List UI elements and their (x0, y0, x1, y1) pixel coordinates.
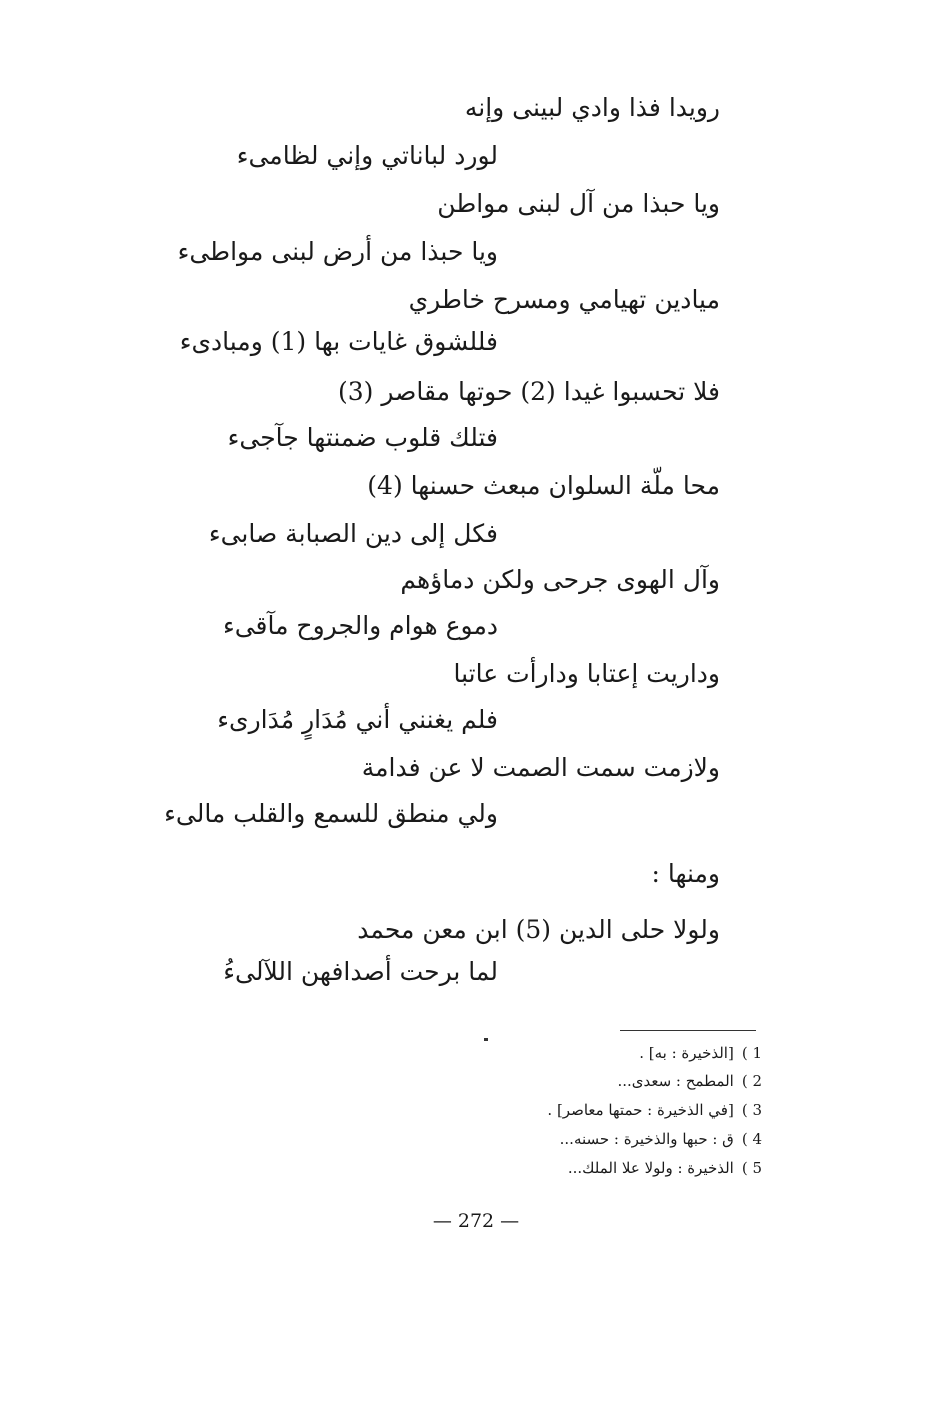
verse-9-first-hemistich: ولولا حلى الدين (5) ابن معن محمد (357, 915, 720, 944)
footnote-text: ق : حبها والذخيرة : حسنه... (559, 1130, 734, 1148)
verse-6-first-hemistich: وآل الهوى جرحى ولكن دماؤهم (400, 565, 720, 594)
verse-6-second-hemistich: دموع هوام والجروح مآقىء (222, 611, 498, 640)
verse-1-second-hemistich: لورد لباناتي وإني لظامىء (236, 141, 498, 170)
section-label: ومنها : (651, 859, 720, 888)
verse-9-second-hemistich: لما برحت أصدافهن اللآلىءُ (223, 957, 498, 986)
verse-5-second-hemistich: فكل إلى دين الصبابة صابىء (208, 519, 498, 548)
footnote-1 (639, 1040, 762, 1066)
ink-mark (484, 1038, 488, 1041)
verse-8-second-hemistich: ولي منطق للسمع والقلب مالىء (164, 799, 498, 828)
footnote-text: [في الذخيرة : حمتها معاصر] . (547, 1101, 734, 1119)
footnote-number: 1 ) (741, 1044, 762, 1062)
page-number: — 272 — (432, 1210, 520, 1232)
footnote-3 (547, 1097, 762, 1123)
verse-2-second-hemistich: ويا حبذا من أرض لبنى مواطىء (177, 237, 498, 266)
verse-8-first-hemistich: ولازمت سمت الصمت لا عن فدامة (361, 753, 720, 782)
footnote-separator (620, 1030, 756, 1031)
footnote-text: [الذخيرة : به] . (639, 1044, 734, 1062)
verse-7-second-hemistich: فلم يغنني أني مُدَارٍ مُدَارىء (217, 705, 498, 734)
verse-3-first-hemistich: ميادين تهيامي ومسرح خاطري (408, 285, 720, 314)
verse-4-first-hemistich: فلا تحسبوا غيدا (2) حوتها مقاصر (3) (337, 377, 720, 406)
footnote-number: 5 ) (741, 1159, 762, 1177)
footnote-number: 4 ) (741, 1130, 762, 1148)
verse-4-second-hemistich: فتلك قلوب ضمنتها جآجىء (227, 423, 498, 452)
verse-5-first-hemistich: محا ملّة السلوان مبعث حسنها (4) (367, 471, 720, 500)
footnote-number: 2 ) (741, 1072, 762, 1090)
footnote-4 (560, 1126, 762, 1152)
footnote-5 (568, 1155, 762, 1181)
verse-7-first-hemistich: وداريت إعتابا ودارأت عاتبا (453, 659, 720, 688)
verse-3-second-hemistich: فللشوق غايات بها (1) ومبادىء (179, 327, 498, 356)
verse-2-first-hemistich: ويا حبذا من آل لبنى مواطن (437, 189, 720, 218)
verse-1-first-hemistich: رويدا فذا وادي لبينى وإنه (464, 93, 720, 122)
footnote-text: المطمح : سعدى... (617, 1072, 734, 1090)
footnote-number: 3 ) (741, 1101, 762, 1119)
footnote-text: الذخيرة : ولولا علا الملك... (567, 1159, 734, 1177)
footnote-2 (617, 1068, 762, 1094)
